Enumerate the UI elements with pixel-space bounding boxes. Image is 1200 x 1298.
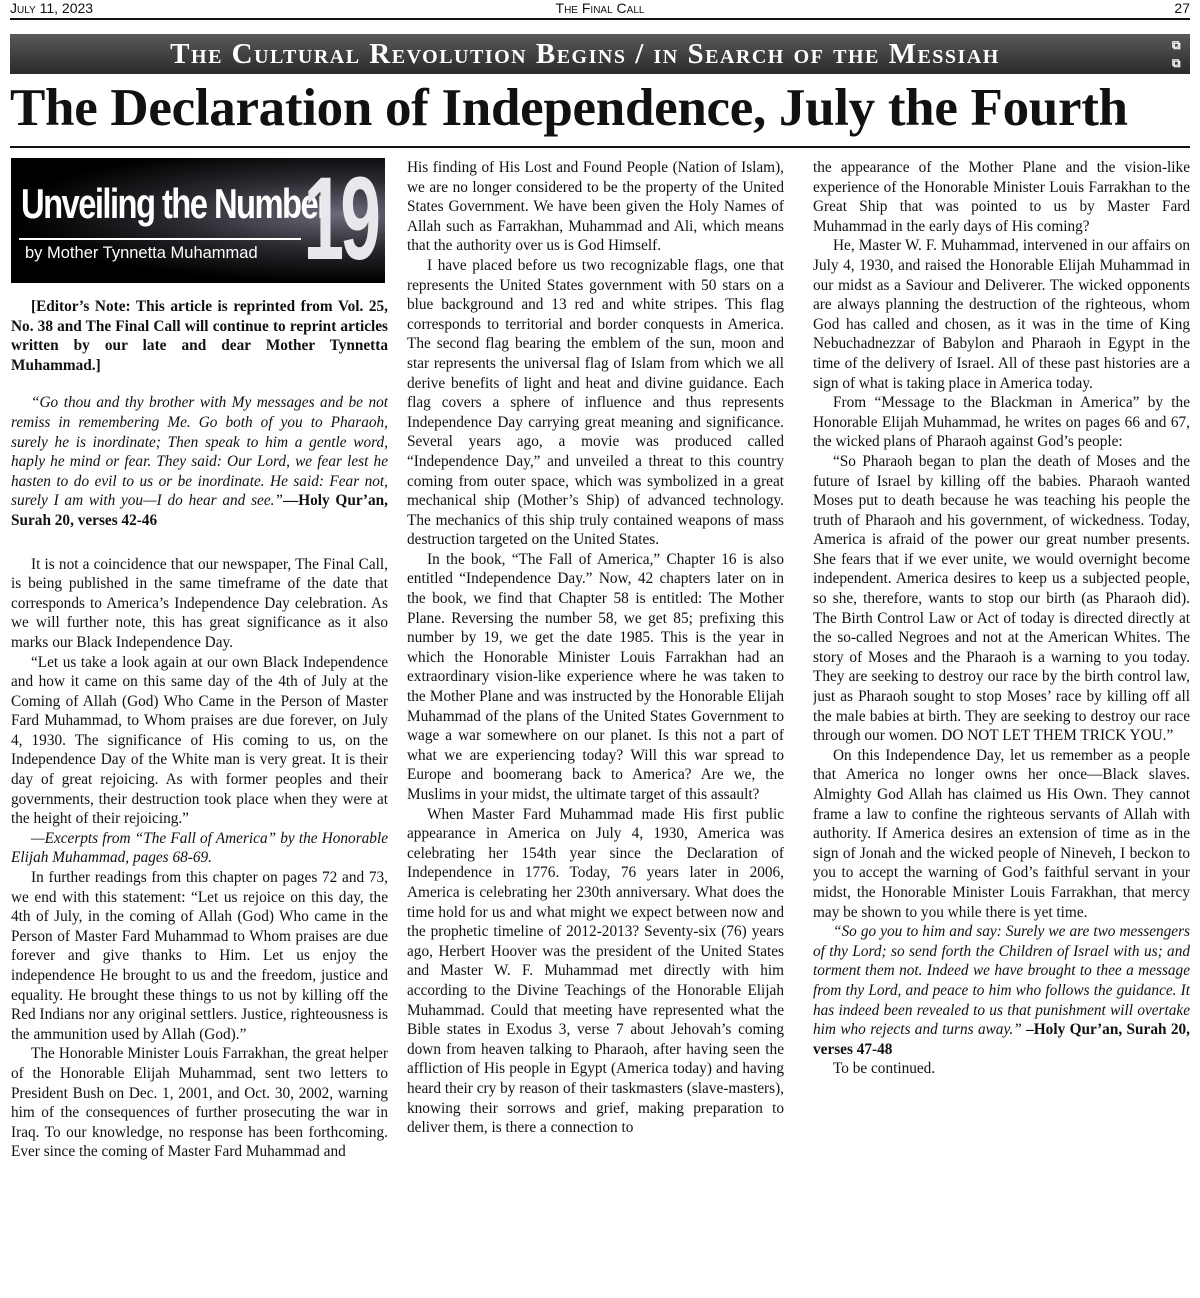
column-logo	[11, 158, 385, 283]
paragraph: On this Independence Day, let us remember as a people that America no longer owns her once—Black slaves. Almighty God Allah has claimed us His Own. They cannot frame a law to confine the righteous servants of Allah with authority. If America desires an extension of time as in the sign of Jonah and the wicked people of Nineveh, I beckon to you to accept the warning of God’s faithful servant in your midst, the Honorable Minister Louis Farrakhan, that mercy may be shown to you while there is yet time.	[813, 746, 1190, 921]
paragraph: In the book, “The Fall of America,” Chapter 16 is also entitled “Independence Day.” Now, 42 chapters later on in the book, we find that Chapter 58 is entitled: The Mother Plane. Reversing the number 58, we get 85; prefixing this number by 19, we get the date 1985. This is the year in which the Honorable Minister Louis Farrakhan had an extraordinary vision-like experience where he was taken to the Mother Plane and was instructed by the Honorable Elijah Muhammad of the plans of the United States Government to wage a war somewhere on our planet. Is this not a part of what we are experiencing today? Will this war spread to Europe and boomerang back to America? Are we, the Muslims in your midst, the ultimate target of this assault?	[407, 550, 784, 803]
column-logo-title: Unveiling the Number	[21, 180, 329, 227]
column-3	[813, 158, 1190, 1288]
column-logo-divider	[19, 238, 301, 240]
continued-note: To be continued.	[833, 1060, 936, 1078]
section-banner-text: The Cultural Revolution Begins / in Search of the Messiah	[170, 38, 1000, 70]
paragraph: I have placed before us two recognizable flags, one that represents the United States government with 50 stars on a blue background and 13 red and white stripes. This flag corresponds to territorial and border conquests in America. The second flag bearing the emblem of the sun, moon and star represents the universal flag of Islam from which we all derive benefits of light and heat and divine guidance. Each flag covers a sphere of influence and thus represents Independence Day carrying great meaning and significance. Several years ago, a movie was produced called “Independence Day,” and unveiled a threat to this country coming from outer space, which was symbolized in a great mechanical ship (Mother’s Ship) of advanced technology. The mechanics of this ship truly contained weapons of mass destruction targeted on the United States.	[407, 256, 784, 549]
pages-icon: ⧉	[1171, 56, 1183, 70]
paragraph: “So Pharaoh began to plan the death of Moses and the future of Israel by killing off the babies. Pharaoh wanted Moses put to death because he was teaching his people the truth of Pharaoh and his government, of wickedness. Today, America is afraid of the power our great number presents. She fears that if we ever unite, we would overnight become independent. America desires to keep us a subjected people, so she, therefore, wants to stop our birth (as Pharaoh did). The Birth Control Law or Act of today is directed directly at the so-called Negroes and not at the American Whites. The story of Moses and the Pharaoh is a warning to you today. They are seeking to destroy our race by the birth control law, just as Pharaoh sought to stop Moses’ race by killing off all the male babies at birth. They are seeking to destroy our race through our women. DO NOT LET THEM TRICK YOU.”	[813, 452, 1190, 745]
paragraph: “Let us take a look again at our own Black Independence and how it came on this same day of the 4th of July at the Coming of Allah (God) Who Came in the Person of Master Fard Muhammad, to Whom praises are due forever, on July 4, 1930. The significance of His coming to us, on the Independence Day of the White man is very great. It is their day of great rejoicing. As with former peoples and their governments, their destruction took place when they were at the height of their rejoicing.”	[11, 653, 388, 828]
paragraph: When Master Fard Muhammad made His first public appearance in America on July 4, 1930, America was celebrating her 154th year since the Declaration of Independence in 1776. Today, 76 years later in 2006, America is celebrating her 230th anniversary. What does the time hold for us and what might we expect between now and the prophetic timeline of 2012-2013? Seventy-six (76) years ago, Herbert Hoover was the president of the United States and Master W. F. Muhammad met directly with him according to the Divine Teachings of the Honorable Elijah Muhammad. Could that meeting have represented what the Bible states in Exodus 3, verse 7 about Jehovah’s coming down from heaven talking to Pharaoh, after having seen the affliction of His people in Egypt (America today) and having heard their cry by reason of their taskmasters (slave-masters), knowing their sorrows and grief, making preparation to deliver them, is there a connection to	[407, 805, 784, 1137]
opening-quote-text: “Go thou and thy brother with My messages and be not remiss in remembering Me. Go both of you to Pharaoh, surely he is inordinate; Then speak to him a gentle word, haply he mind or fear. They said: Our Lord, we fear lest he hasten to do evil to us or be inordinate. He said: Fear not, surely I am with you—I do hear and see.”	[11, 394, 388, 510]
page-folio	[10, 0, 1190, 20]
paragraph: The Honorable Minister Louis Farrakhan, the great helper of the Honorable Elijah Muhammad, sent two letters to President Bush on Dec. 1, 2001, and Oct. 30, 2002, warning him of the consequences of further prosecuting the war in Iraq. To our knowledge, no response has been forthcoming. Ever since the coming of Master Fard Muhammad and	[11, 1045, 388, 1161]
opening-quote-citation: —Holy Qur’an, Surah 20, verses 42-46	[11, 492, 388, 529]
issue-date: July 11, 2023	[10, 0, 94, 16]
column-2	[407, 158, 784, 1288]
closing-quote	[813, 922, 1190, 1059]
paragraph: In further readings from this chapter on pages 72 and 73, we end with this statement: “Let us rejoice on this day, the 4th of July, in the coming of Allah (God) Who came in the Person of Master Fard Muhammad to Whom praises are due forever and give thanks to Him. Let us enjoy the independence He brought to us and the freedom, justice and equality. He brought these things to us not by killing off the Red Indians nor any original settlers. Justice, righteousness is the ammunition used by Allah (God).”	[11, 869, 388, 1043]
publication-name: The Final Call	[555, 0, 645, 16]
paragraph: From “Message to the Blackman in America” by the Honorable Elijah Muhammad, he writes on pages 66 and 67, the wicked plans of Pharaoh against God’s people:	[813, 394, 1190, 451]
closing-quote-citation: –Holy Qur’an, Surah 20, verses 47-48	[813, 1021, 1190, 1058]
column-logo-byline: by Mother Tynnetta Muhammad	[25, 244, 258, 262]
headline-rule	[10, 146, 1190, 148]
opening-quote	[11, 393, 388, 530]
paragraph: His finding of His Lost and Found People (Nation of Islam), we are no longer considered to be the property of the United States Government. We have been given the Holy Names of Allah such as Farrakhan, Muhammad and Ali, which means that the authority over us is God Himself.	[407, 159, 784, 255]
closing-quote-text: “So go you to him and say: Surely we are two messengers of thy Lord; so send forth the Children of Israel with us; and torment them not. Indeed we have brought to thee a message from thy Lord, and peace to him who follows the guidance. It has indeed been revealed to us that punishment will overtake him who rejects and turns away.”	[813, 923, 1190, 1039]
window-icon: ⧉	[1171, 38, 1183, 52]
section-banner	[10, 34, 1190, 74]
column-1	[11, 158, 388, 1288]
article-headline: The Declaration of Independence, July the Fourth	[10, 79, 1128, 137]
editor-note: [Editor’s Note: This article is reprinted from Vol. 25, No. 38 and The Final Call will continue to reprint articles written by our late and dear Mother Tynnetta Muhammad.]	[11, 298, 388, 374]
excerpt-citation: —Excerpts from “The Fall of America” by the Honorable Elijah Muhammad, pages 68-69.	[11, 829, 388, 867]
paragraph: It is not a coincidence that our newspaper, The Final Call, is being published in the same timeframe of the date that corresponds to America’s Independence Day celebration. As we will further note, this has great significance as it also marks our Black Independence Day.	[11, 555, 388, 651]
paragraph: He, Master W. F. Muhammad, intervened in our affairs on July 4, 1930, and raised the Honorable Elijah Muhammad in our midst as a Saviour and Deliverer. The wicked opponents are always planning the destruction of the righteous, whom God has called and chosen, as it was in the time of King Nebuchadnezzar of Babylon and Pharaoh in Egypt in the time of the delivery of Israel. All of these past histories are a sign of what is taking place in America today.	[813, 237, 1190, 392]
page-number: 27	[1174, 0, 1190, 16]
column-logo-number: 19	[303, 158, 377, 283]
paragraph: the appearance of the Mother Plane and the vision-like experience of the Honorable Minister Louis Farrakhan to the Great Ship that was pointed to us by Master Fard Muhammad in the early days of His coming?	[813, 159, 1190, 235]
